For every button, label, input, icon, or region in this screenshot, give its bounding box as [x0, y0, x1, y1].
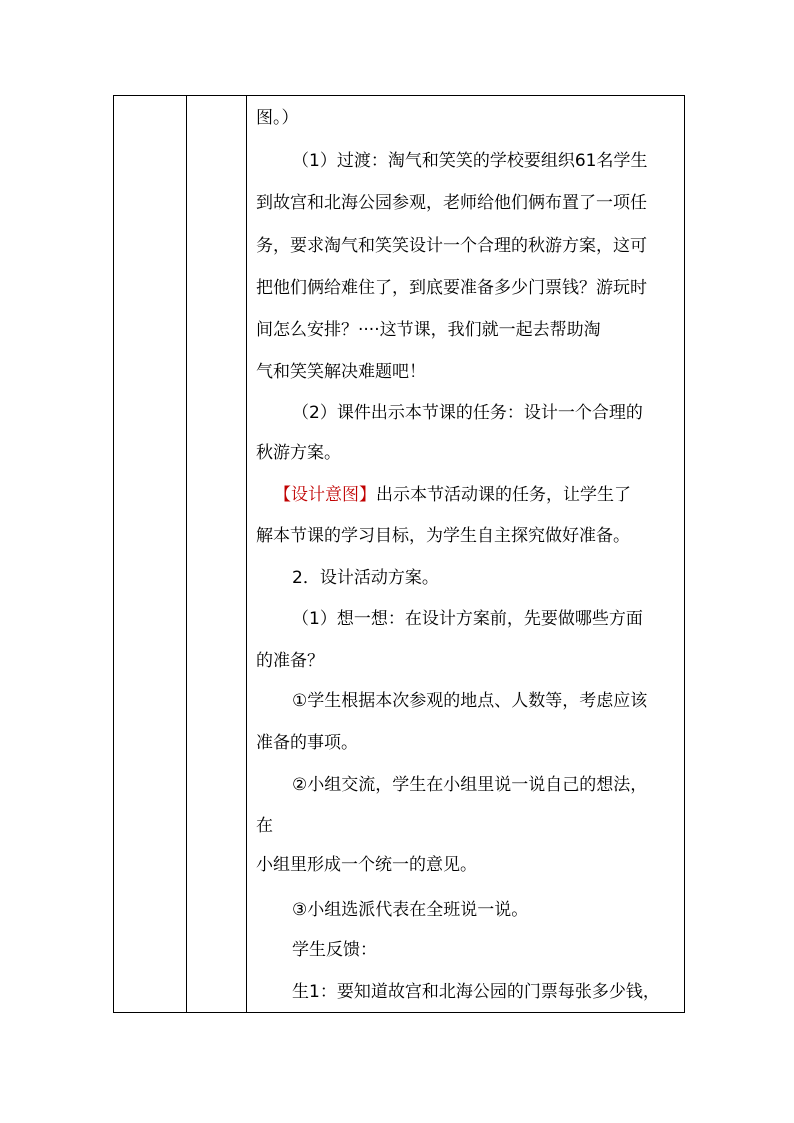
text-line: 解本节课的学习目标，为学生自主探究做好准备。 [256, 526, 630, 546]
text-line: 在 [256, 816, 273, 836]
text-line: ③小组选派代表在全班说一说。 [292, 900, 529, 920]
text-line: 秋游方案。 [256, 443, 341, 463]
text-line: 准备的事项。 [256, 733, 358, 753]
text-line: （2）课件出示本节课的任务：设计一个合理的 [292, 403, 643, 423]
text-line: ②小组交流，学生在小组里说一说自己的想法， [292, 775, 648, 795]
text-line: 的准备？ [256, 651, 324, 671]
design-intent-text: 出示本节活动课的任务，让学生了 [376, 485, 631, 505]
text-line: 务，要求淘气和笑笑设计一个合理的秋游方案，这可 [256, 236, 647, 256]
design-intent-line [274, 485, 631, 505]
text-line: 到故宫和北海公园参观，老师给他们俩布置了一项任 [256, 193, 647, 213]
text-line: 生1：要知道故宫和北海公园的门票每张多少钱， [292, 982, 660, 1002]
text-line: （1）过渡：淘气和笑笑的学校要组织61名学生 [292, 151, 648, 171]
text-line: 学生反馈： [292, 940, 377, 960]
text-line: 把他们俩给难住了，到底要准备多少门票钱？游玩时 [256, 278, 647, 298]
text-line: 间怎么安排？····这节课，我们就一起去帮助淘 [256, 320, 601, 340]
text-line: 小组里形成一个统一的意见。 [256, 855, 477, 875]
text-line: （1）想一想：在设计方案前，先要做哪些方面 [292, 609, 643, 629]
design-intent-tag: 【设计意图】 [274, 485, 376, 505]
lesson-plan-table [113, 95, 685, 1013]
text-line: ①学生根据本次参观的地点、人数等，考虑应该 [292, 691, 648, 711]
column-divider-1 [186, 96, 187, 1012]
section-heading: 2．设计活动方案。 [292, 568, 439, 588]
column-divider-2 [246, 96, 247, 1012]
text-line: 气和笑笑解决难题吧！ [256, 362, 426, 382]
text-line: 图。） [256, 108, 299, 128]
